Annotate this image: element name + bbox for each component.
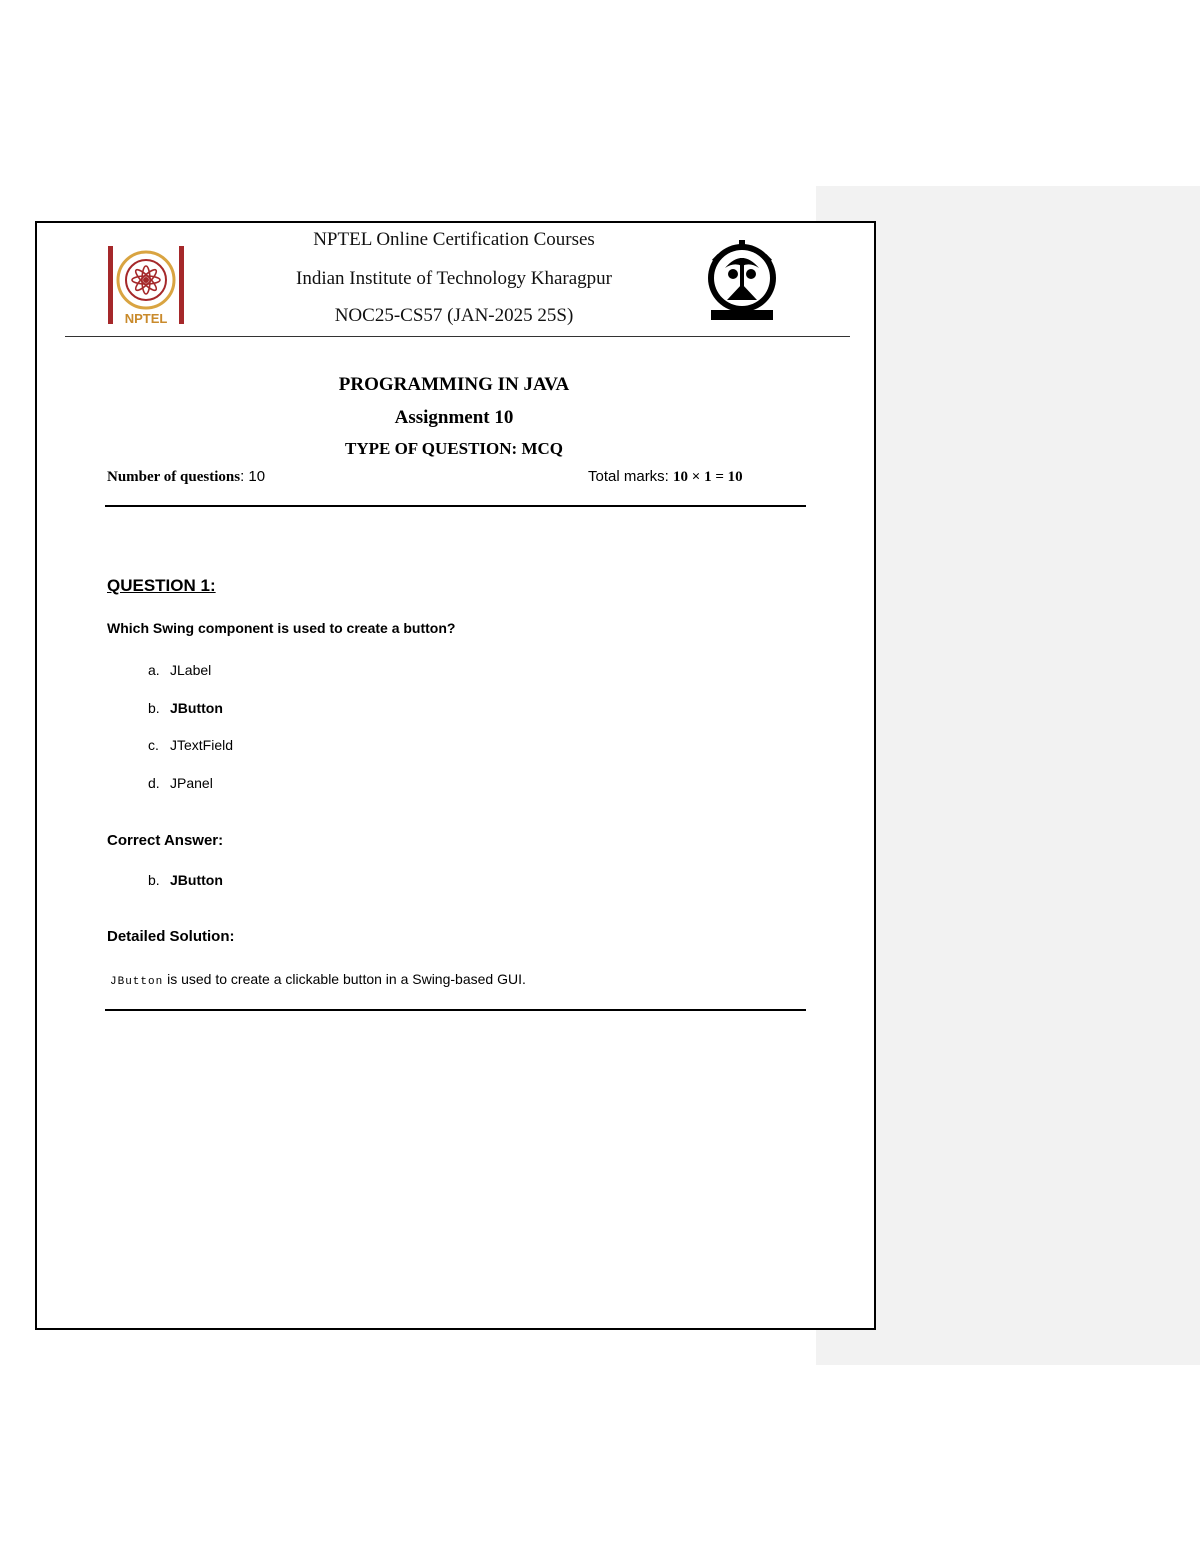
nptel-logo: [106, 246, 186, 326]
option-text: JLabel: [170, 662, 212, 678]
option-letter: a.: [148, 662, 160, 678]
option-c: [148, 737, 233, 753]
solution-text: [110, 971, 526, 988]
solution-body: is used to create a clickable button in a Swing-based GUI.: [163, 971, 526, 987]
correct-answer: [148, 872, 223, 888]
correct-answer-label: Correct Answer:: [107, 832, 224, 849]
bottom-rule: [105, 1009, 806, 1011]
option-text: JPanel: [170, 775, 213, 791]
option-letter: c.: [148, 737, 159, 753]
iit-kgp-logo: [703, 238, 781, 326]
top-rule: [105, 505, 806, 507]
option-b: [148, 700, 223, 716]
nptel-logo-text: NPTEL: [124, 311, 168, 326]
option-a: [148, 662, 211, 678]
num-questions: [107, 468, 265, 486]
option-text: JTextField: [170, 737, 234, 753]
correct-answer-text: JButton: [170, 872, 223, 888]
num-questions-value: : 10: [240, 468, 266, 485]
total-marks: [588, 468, 743, 486]
solution-label: Detailed Solution:: [107, 928, 235, 945]
header-divider: [65, 336, 850, 337]
assignment-title: Assignment 10: [394, 407, 514, 428]
correct-answer-letter: b.: [148, 872, 160, 888]
question-text: Which Swing component is used to create a button?: [107, 620, 456, 636]
total-marks-label: Total marks:: [588, 468, 674, 485]
course-title: PROGRAMMING IN JAVA: [338, 374, 570, 395]
num-questions-label: Number of questions: [107, 469, 241, 485]
header-line-1: NPTEL Online Certification Courses: [313, 229, 595, 250]
option-letter: b.: [148, 700, 160, 716]
option-text: JButton: [170, 700, 223, 716]
option-letter: d.: [148, 775, 160, 791]
solution-code: JButton: [110, 976, 164, 988]
question-heading: QUESTION 1:: [107, 576, 216, 595]
header-line-2: Indian Institute of Technology Kharagpur: [296, 268, 612, 289]
option-d: [148, 775, 213, 791]
question-type: TYPE OF QUESTION: MCQ: [344, 439, 564, 458]
header-line-3: NOC25-CS57 (JAN-2025 25S): [334, 305, 574, 326]
total-marks-value: 10 × 1 = 10: [673, 469, 743, 485]
